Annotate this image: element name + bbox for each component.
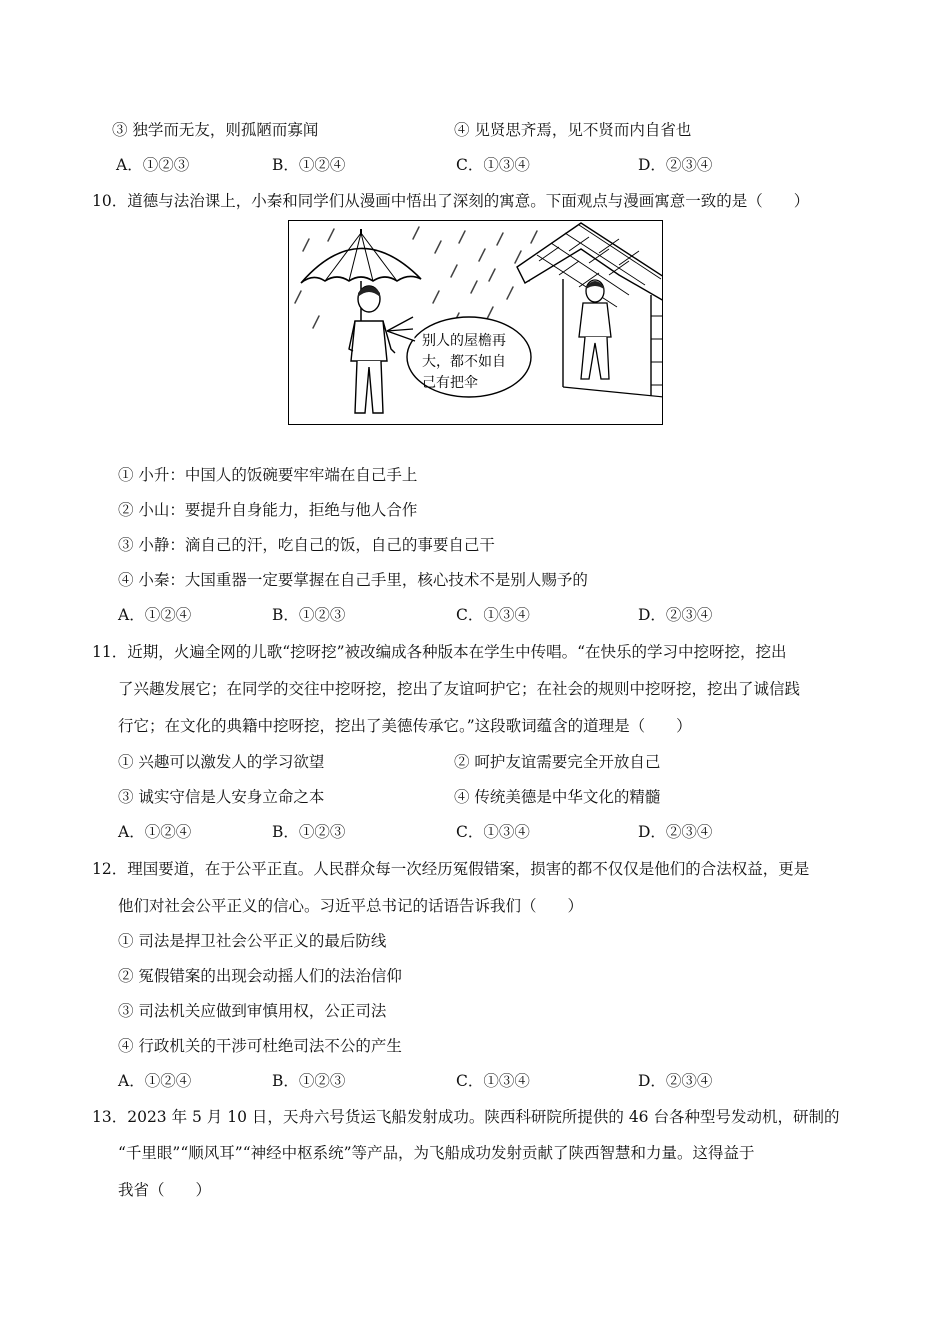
q11-stem-line-3: 行它；在文化的典籍中挖呀挖，挖出了美德传承它。”这段歌词蕴含的道理是（ ）: [118, 717, 692, 735]
q13-stem-line-2: “千里眼”“顺风耳”“神经中枢系统”等产品，为飞船成功发射贡献了陕西智慧和力量。这得益于: [118, 1144, 755, 1162]
q9-option-b[interactable]: B．①②④: [272, 156, 346, 174]
q12-stem-line-2: 他们对社会公平正义的信心。习近平总书记的话语告诉我们（ ）: [118, 897, 584, 915]
q11-option-d[interactable]: D．②③④: [638, 823, 713, 841]
q12-option-a[interactable]: A．①②④: [118, 1072, 192, 1090]
q13-stem-line-3: 我省（ ）: [118, 1181, 212, 1199]
comic-bubble-line-2: 大，都不如自: [422, 354, 506, 370]
q9-option-d[interactable]: D．②③④: [638, 156, 713, 174]
q12-item-4: ④ 行政机关的干涉可杜绝司法不公的产生: [118, 1037, 402, 1055]
q10-option-a[interactable]: A．①②④: [118, 606, 192, 624]
comic-bubble-line-1: 别人的屋檐再: [422, 333, 506, 349]
q10-option-b[interactable]: B．①②③: [272, 606, 346, 624]
q11-option-c[interactable]: C．①③④: [456, 823, 530, 841]
q12-option-c[interactable]: C．①③④: [456, 1072, 530, 1090]
q12-item-1: ① 司法是捍卫社会公平正义的最后防线: [118, 932, 387, 950]
q10-stem: 10．道德与法治课上，小秦和同学们从漫画中悟出了深刻的寓意。下面观点与漫画寓意一致的是（ ）: [92, 192, 810, 210]
q11-item-1: ① 兴趣可以激发人的学习欲望: [118, 753, 325, 771]
q9-option-a[interactable]: A．①②③: [116, 156, 190, 174]
q11-item-4: ④ 传统美德是中华文化的精髓: [454, 788, 661, 806]
q11-option-a[interactable]: A．①②④: [118, 823, 192, 841]
q9-option-c[interactable]: C．①③④: [456, 156, 530, 174]
q10-item-4: ④ 小秦：大国重器一定要掌握在自己手里，核心技术不是别人赐予的: [118, 571, 588, 589]
q11-stem-line-2: 了兴趣发展它；在同学的交往中挖呀挖，挖出了友谊呵护它；在社会的规则中挖呀挖，挖出了诚信践: [118, 680, 801, 698]
q11-item-2: ② 呵护友谊需要完全开放自己: [454, 753, 661, 771]
q12-option-b[interactable]: B．①②③: [272, 1072, 346, 1090]
q10-item-1: ① 小升：中国人的饭碗要牢牢端在自己手上: [118, 466, 418, 484]
q10-option-d[interactable]: D．②③④: [638, 606, 713, 624]
q10-option-c[interactable]: C．①③④: [456, 606, 530, 624]
q10-item-3: ③ 小静：滴自己的汗，吃自己的饭，自己的事要自己干: [118, 536, 495, 554]
q12-item-3: ③ 司法机关应做到审慎用权，公正司法: [118, 1002, 387, 1020]
q12-option-d[interactable]: D．②③④: [638, 1072, 713, 1090]
q9-item-3: ③ 独学而无友，则孤陋而寡闻: [112, 121, 319, 139]
q12-stem-line-1: 12．理国要道，在于公平正直。人民群众每一次经历冤假错案，损害的都不仅仅是他们的合法权益，更是: [92, 860, 810, 878]
q12-item-2: ② 冤假错案的出现会动摇人们的法治信仰: [118, 967, 402, 985]
q11-option-b[interactable]: B．①②③: [272, 823, 346, 841]
q11-stem-line-1: 11．近期，火遍全网的儿歌“挖呀挖”被改编成各种版本在学生中传唱。“在快乐的学习中挖呀挖，挖出: [92, 643, 787, 661]
q11-item-3: ③ 诚实守信是人安身立命之本: [118, 788, 325, 806]
q10-item-2: ② 小山：要提升自身能力，拒绝与他人合作: [118, 501, 418, 519]
comic-image: [288, 220, 663, 425]
comic-bubble-line-3: 己有把伞: [422, 375, 478, 391]
q13-stem-line-1: 13．2023 年 5 月 10 日，天舟六号货运飞船发射成功。陕西科研院所提供的 46 台各种型号发动机，研制的: [92, 1108, 840, 1126]
q9-item-4: ④ 见贤思齐焉，见不贤而内自省也: [454, 121, 692, 139]
